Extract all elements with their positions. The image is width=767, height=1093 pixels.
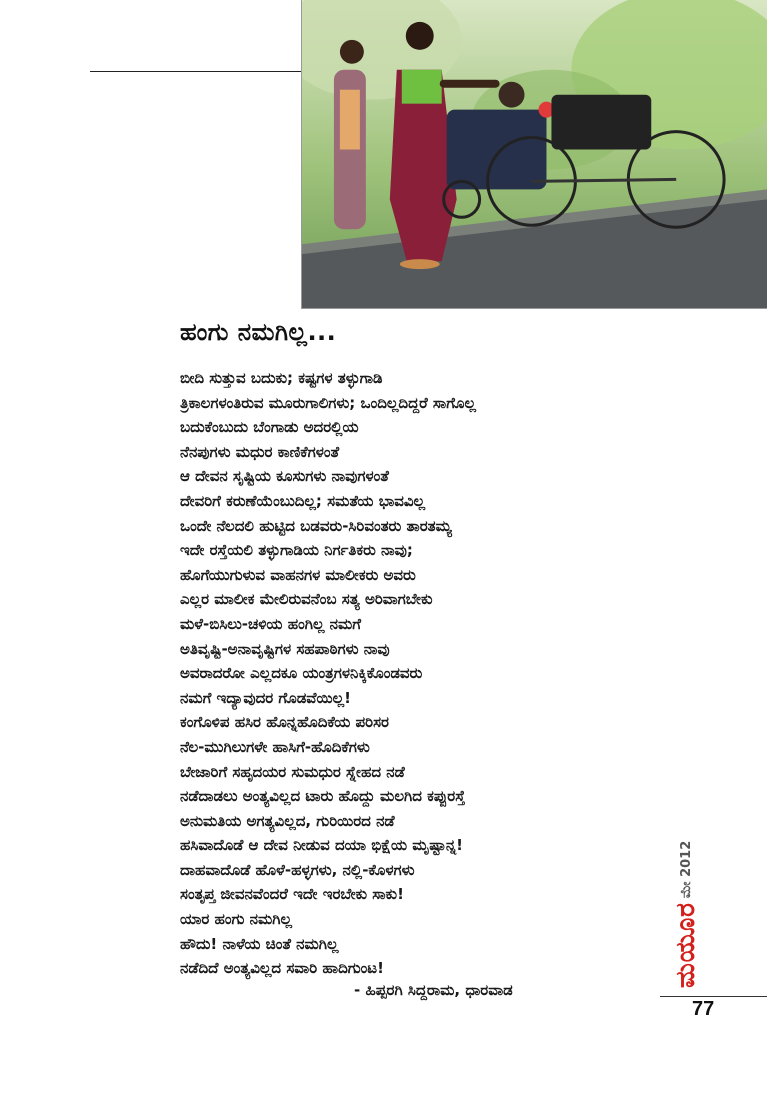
issue-date: ಮೇ 2012 — [678, 840, 694, 899]
poem-line: ಸಂತೃಪ್ತ ಜೀವನವೆಂದರೆ ಇದೇ ಇರಬೇಕು ಸಾಕು! — [180, 885, 404, 904]
poem-line: ಹೌದು! ನಾಳೆಯ ಚಿಂತೆ ನಮಗಿಲ್ಲ — [180, 934, 339, 953]
poem-line: ಬದುಕೆಂಬುದು ಬೆಂಗಾಡು ಅದರಲ್ಲಿಯ — [180, 418, 359, 437]
poem-line: ದೇವರಿಗೆ ಕರುಣೆಯೆಂಬುದಿಲ್ಲ; ಸಮತೆಯ ಭಾವವಿಲ್ಲ — [180, 491, 426, 510]
poem-line: ಅತಿವೃಷ್ಟಿ-ಅನಾವೃಷ್ಟಿಗಳ ಸಹಪಾಠಿಗಳು ನಾವು — [180, 639, 390, 658]
poem-line: ದಾಹವಾದೊಡೆ ಹೊಳೆ-ಹಳ್ಳಗಳು, ನಲ್ಲಿ-ಕೊಳಗಳು — [180, 860, 415, 879]
poem-line: ನಮಗೆ ಇದ್ಯಾವುದರ ಗೊಡವೆಯಿಲ್ಲ! — [180, 688, 351, 707]
poem-line: ನೆಲ-ಮುಗಿಲುಗಳೇ ಹಾಸಿಗೆ-ಹೊದಿಕೆಗಳು — [180, 737, 370, 756]
poem-line: ಕಂಗೊಳಿಪ ಹಸಿರ ಹೊನ್ನಹೊದಿಕೆಯ ಪರಿಸರ — [180, 713, 389, 732]
poem-line: ಹೊಗೆಯುಗುಳುವ ವಾಹನಗಳ ಮಾಲೀಕರು ಅವರು — [180, 565, 416, 584]
poem-line: ಮಳೆ-ಬಿಸಿಲು-ಚಳಿಯ ಹಂಗಿಲ್ಲ ನಮಗೆ — [180, 614, 361, 633]
poem-line: ಹಸಿವಾದೊಡೆ ಆ ದೇವ ನೀಡುವ ದಯಾ ಭಿಕ್ಷೆಯ ಮೃಷ್ಟಾನ್ನ! — [180, 836, 464, 855]
poem-line: ಇದೇ ರಸ್ತೆಯಲಿ ತಳ್ಳುಗಾಡಿಯ ನಿರ್ಗತಿಕರು ನಾವು; — [180, 541, 413, 560]
magazine-branding — [670, 840, 701, 988]
poem-line: ನಡೆದಾಡಲು ಅಂತ್ಯವಿಲ್ಲದ ಟಾರು ಹೊದ್ದು ಮಲಗಿದ ಕಪ್ಪುರಸ್ತೆ — [180, 787, 466, 806]
poem-line: ನೆನಪುಗಳು ಮಧುರ ಕಾಣಿಕೆಗಳಂತೆ — [180, 442, 340, 461]
magazine-name: ಮಯೂರ — [670, 902, 701, 988]
poem-line: ಅವರಾದರೋ ಎಲ್ಲದಕೂ ಯಂತ್ರಗಳನಿಕ್ಕಿಕೊಂಡವರು — [180, 664, 423, 683]
poem-line: ಒಂದೇ ನೆಲದಲಿ ಹುಟ್ಟಿದ ಬಡವರು-ಸಿರಿವಂತರು ತಾರತಮ್ಯ — [180, 516, 452, 535]
poem-line: ಬೇಜಾರಿಗೆ ಸಹೃದಯರ ಸುಮಧುರ ಸ್ನೇಹದ ನಡೆ — [180, 762, 405, 781]
page-number: 77 — [692, 998, 715, 1020]
header-rule — [90, 71, 302, 72]
poem-line: ಯಾರ ಹಂಗು ನಮಗಿಲ್ಲ — [180, 910, 292, 929]
photo-illustration — [302, 0, 767, 308]
poem-author: - ಹಿಪ್ಪರಗಿ ಸಿದ್ದರಾಮ, ಧಾರವಾಡ — [354, 981, 513, 999]
poem-line: ತ್ರಿಕಾಲಗಳಂತಿರುವ ಮೂರುಗಾಲಿಗಳು; ಒಂದಿಲ್ಲದಿದ್ದರೆ ಸಾಗೊಲ್ಲ — [180, 393, 476, 412]
poem-line: ನಡೆದಿದೆ ಅಂತ್ಯವಿಲ್ಲದ ಸವಾರಿ ಹಾದಿಗುಂಟ! — [180, 959, 384, 978]
footer-rule — [660, 996, 767, 997]
poem-line: ಬೀದಿ ಸುತ್ತುವ ಬದುಕು; ಕಷ್ಟಗಳ ತಳ್ಳುಗಾಡಿ — [180, 369, 383, 387]
poem-body — [180, 366, 600, 981]
poem-line: ಅನುಮತಿಯ ಅಗತ್ಯವಿಲ್ಲದ, ಗುರಿಯಿರದ ನಡೆ — [180, 811, 395, 830]
poem-line: ಎಲ್ಲರ ಮಾಲೀಕ ಮೇಲಿರುವನೆಂಬ ಸತ್ಯ ಅರಿವಾಗಬೇಕು — [180, 590, 433, 609]
poem-line: ಆ ದೇವನ ಸೃಷ್ಟಿಯ ಕೂಸುಗಳು ನಾವುಗಳಂತೆ — [180, 467, 389, 486]
cover-photo — [301, 0, 767, 309]
poem-title: ಹಂಗು ನಮಗಿಲ್ಲ... — [180, 318, 337, 346]
